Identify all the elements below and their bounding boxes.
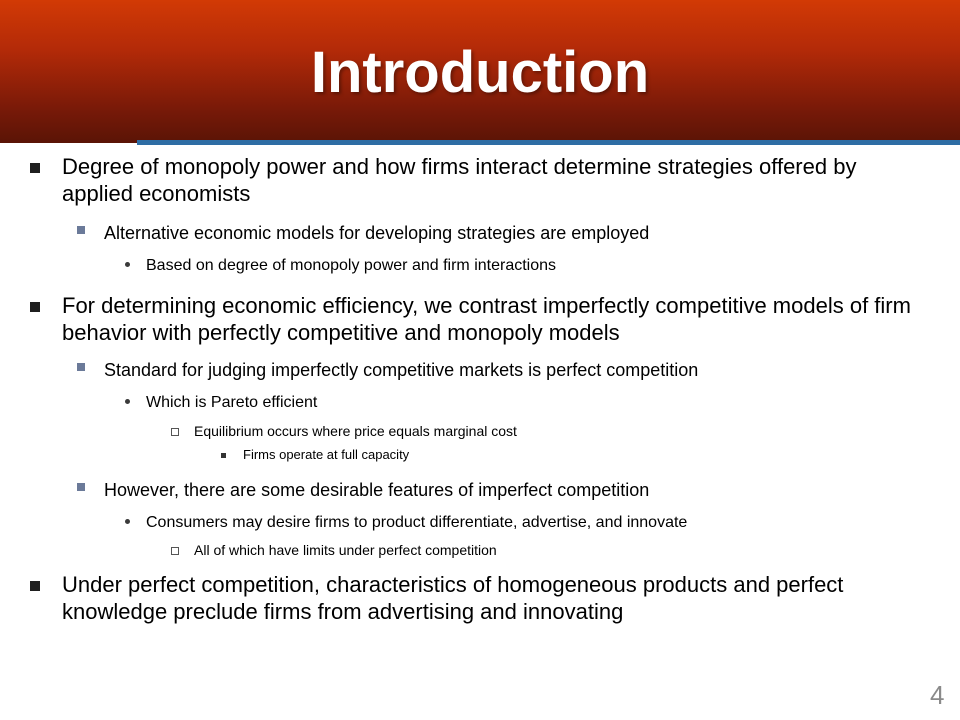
bullet-level3-icon — [125, 262, 130, 267]
bullet-level5-icon — [221, 453, 226, 458]
bullet-text-level2: Alternative economic models for developing strategies are employed — [104, 223, 650, 243]
bullet-text-level2: Standard for judging imperfectly competitive markets is perfect competition — [104, 360, 699, 380]
page-number: 4 — [930, 680, 945, 710]
bullet-text-level1: For determining economic efficiency, we contrast imperfectly competitive models of firm behavior with perfectly competitive and monopoly models — [62, 293, 911, 345]
bullet-level4-icon — [171, 428, 179, 436]
bullet-text-level4: All of which have limits under perfect competition — [194, 542, 497, 558]
bullet-text-level2: However, there are some desirable features of imperfect competition — [104, 480, 650, 500]
bullet-text-level1: Degree of monopoly power and how firms interact determine strategies offered by applied economists — [62, 154, 857, 206]
bullet-level2-icon — [77, 363, 85, 371]
bullet-level1-icon — [30, 163, 40, 173]
bullet-level2-icon — [77, 483, 85, 491]
bullet-level1-icon — [30, 302, 40, 312]
bullet-level3-icon — [125, 519, 130, 524]
bullet-text-level3: Based on degree of monopoly power and firm interactions — [146, 257, 557, 274]
bullet-text-level3: Which is Pareto efficient — [146, 394, 318, 411]
bullet-text-level1: Under perfect competition, characteristics of homogeneous products and perfect knowledge preclude firms from advertising and innovating — [62, 572, 844, 624]
bullet-level2-icon — [77, 226, 85, 234]
slide-title: Introduction — [310, 40, 650, 105]
bullet-text-level5: Firms operate at full capacity — [243, 447, 410, 462]
bullet-level4-icon — [171, 547, 179, 555]
bullet-text-level3: Consumers may desire firms to product differentiate, advertise, and innovate — [146, 514, 688, 531]
bullet-text-level4: Equilibrium occurs where price equals marginal cost — [194, 423, 517, 439]
bullet-level3-icon — [125, 399, 130, 404]
bullet-level1-icon — [30, 581, 40, 591]
